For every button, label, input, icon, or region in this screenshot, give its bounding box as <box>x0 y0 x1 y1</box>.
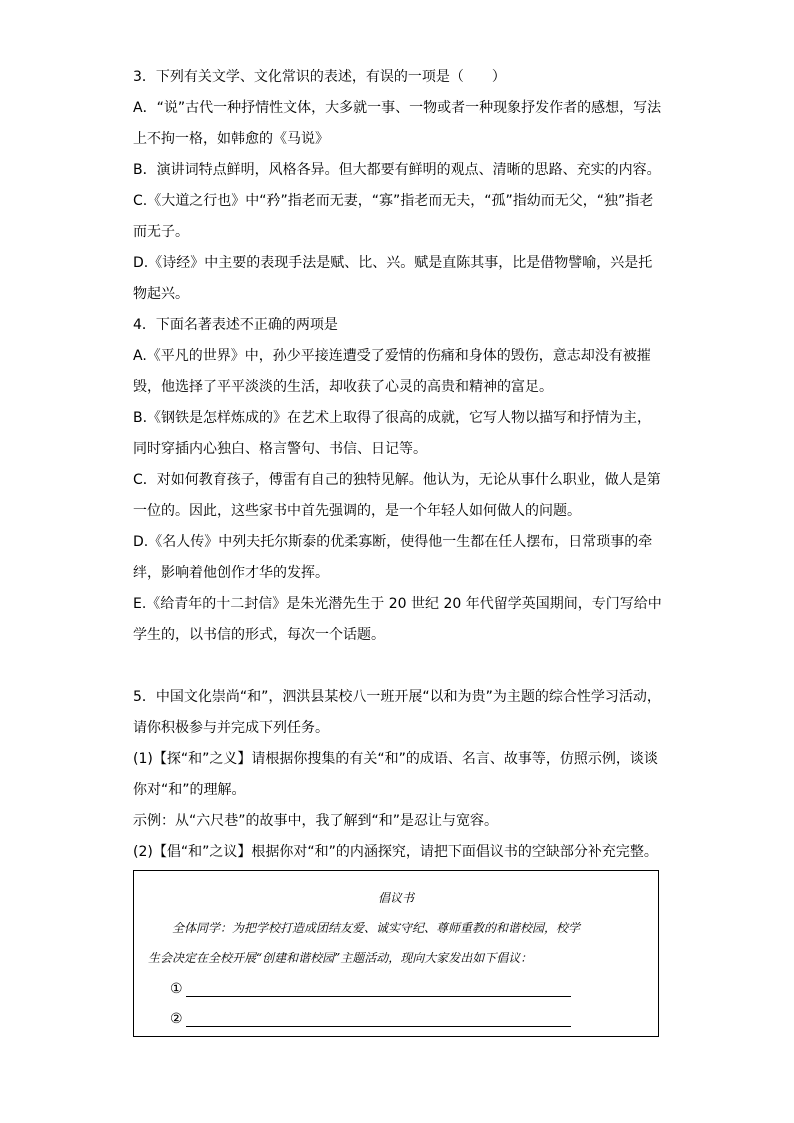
q4-option-c-line1: C．对如何教育孩子，傅雷有自己的独特见解。他认为，无论从事什么职业，做人是第 <box>133 472 661 488</box>
answer-blank-1[interactable] <box>186 982 571 997</box>
proposal-box <box>133 870 659 1037</box>
q4-option-b-line1: B.《钢铁是怎样炼成的》在艺术上取得了很高的成就，它写人物以描写和抒情为主， <box>133 410 652 426</box>
section-heading <box>133 651 663 682</box>
q3-option-a-line2: 上不拘一格，如韩愈的《马说》 <box>133 131 329 147</box>
q4-option-e-line2: 学生的，以书信的形式，每次一个话题。 <box>133 627 385 643</box>
item-number-1: ① <box>170 981 183 997</box>
q4-option-d-line1: D.《名人传》中列夫托尔斯泰的优柔寡断，使得他一生都在任人摆布，日常琐事的牵 <box>133 534 653 550</box>
q4-option-a-line1: A.《平凡的世界》中，孙少平接连遭受了爱情的伤痛和身体的毁伤，意志却没有被摧 <box>133 348 651 364</box>
proposal-body-line1: 全体同学：为把学校打造成团结友爱、诚实守纪、尊师重教的和谐校园，校学 <box>148 921 581 935</box>
exam-content <box>133 62 663 868</box>
q3-option-d-line2: 物起兴。 <box>133 286 189 302</box>
q3-option-c-line1: C.《大道之行也》中“矜”指老而无妻，“寡”指老而无夫，“孤”指幼而无父，“独”指老 <box>133 193 654 209</box>
q4-option-a-line2: 毁，他选择了平平淡淡的生活，却收获了心灵的高贵和精神的富足。 <box>133 379 553 395</box>
q4-option-b-line2: 同时穿插内心独白、格言警句、书信、日记等。 <box>133 441 427 457</box>
q5-part1-line1: (1)【探“和”之义】请根据你搜集的有关“和”的成语、名言、故事等，仿照示例，谈谈 <box>133 751 658 767</box>
proposal-item-2 <box>170 1011 571 1027</box>
answer-blank-2[interactable] <box>186 1012 571 1027</box>
proposal-title: 倡议书 <box>377 891 414 905</box>
q4-option-d-line2: 绊，影响着他创作才华的发挥。 <box>133 565 329 581</box>
q5-stem-line2: 请你积极参与并完成下列任务。 <box>133 720 329 736</box>
q5-part2: (2)【倡“和”之议】根据你对“和”的内涵探究，请把下面倡议书的空缺部分补充完整。 <box>133 844 658 860</box>
q4-option-e-line1: E.《给青年的十二封信》是朱光潜先生于 20 世纪 20 年代留学英国期间，专门写给中 <box>133 596 662 612</box>
q3-option-d-line1: D.《诗经》中主要的表现手法是赋、比、兴。赋是直陈其事，比是借物譬喻，兴是托 <box>133 255 653 271</box>
item-number-2: ② <box>170 1011 183 1027</box>
proposal-body-line2: 生会决定在全校开展“创建和谐校园”主题活动，现向大家发出如下倡议： <box>148 951 533 965</box>
q5-part1-line2: 你对“和”的理解。 <box>133 782 246 798</box>
q3-option-c-line2: 而无子。 <box>133 224 189 240</box>
q5-stem-line1: 5．中国文化崇尚“和”，泗洪县某校八一班开展“以和为贵”为主题的综合性学习活动， <box>133 689 661 705</box>
q4-option-c-line2: 一位的。因此，这些家书中首先强调的，是一个年轻人如何做人的问题。 <box>133 503 581 519</box>
q3-option-b-line1: B．演讲词特点鲜明，风格各异。但大都要有鲜明的观点、清晰的思路、充实的内容。 <box>133 162 661 178</box>
q5-example: 示例：从“六尺巷”的故事中，我了解到“和”是忍让与宽容。 <box>133 813 499 829</box>
q3-option-a-line1: A．“说”古代一种抒情性文体，大多就一事、一物或者一种现象抒发作者的感想，写法 <box>133 100 662 116</box>
q3-stem: 3．下列有关文学、文化常识的表述，有误的一项是（ ） <box>133 69 506 85</box>
proposal-item-1 <box>170 981 571 997</box>
q4-stem: 4．下面名著表述不正确的两项是 <box>133 317 338 333</box>
